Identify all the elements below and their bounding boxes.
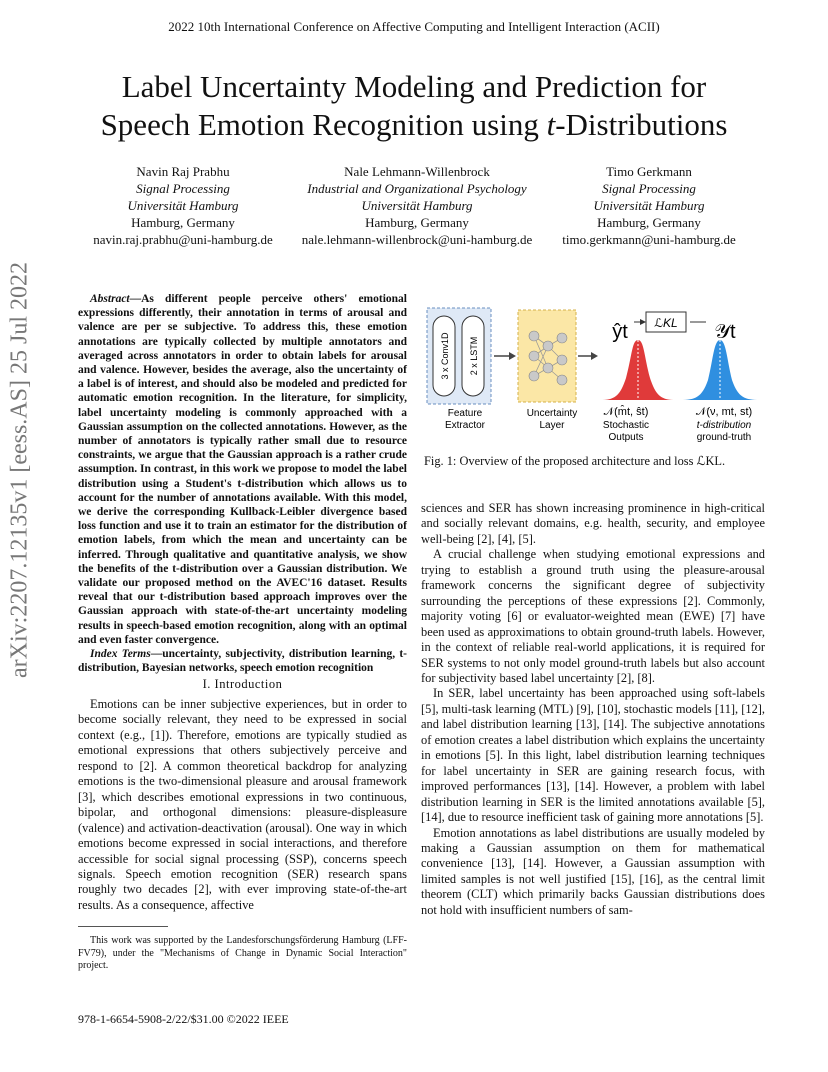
uncertainty-layer-label-1: Uncertainty xyxy=(526,408,578,419)
architecture-figure xyxy=(420,298,772,448)
lstm-label: 2 x LSTM xyxy=(469,336,479,376)
uncertainty-layer-label-2: Layer xyxy=(539,420,565,431)
author-affiliation: Signal Processing xyxy=(602,181,696,196)
paragraph: Emotion annotations as label distributions are usually modeled by making a Gaussian assumption on them for mathematical convenience [13], [14]. However, a Gaussian assumption with limited samples is not well justified [15], [16], as the central limit theorem (CLT) which primarily backs Gaussian distributions does not hold with insufficient numbers of sam- xyxy=(421,825,765,917)
title-line-2 xyxy=(30,106,798,144)
arrow-head xyxy=(509,352,516,360)
feature-extractor-label-2: Extractor xyxy=(444,420,486,431)
y-true-symbol: 𝒴t xyxy=(714,321,736,343)
stochastic-label-1: Stochastic xyxy=(602,420,650,431)
abstract-text: —As different people perceive others' emotional expressions differently, their annotation in terms of arousal and valence are per se subjective. To address this, these emotion annotations are typically collected by multiple annotators and averaged across annotators in order to obtain labels for arousal and valence. However, besides the average, also the uncertainty of a label is of interest, and should also be modeled and predicted for automatic emotion recognition. In the literature, for simplicity, label uncertainty modeling is commonly approached with a Gaussian assumption on the collected annotations. However, as the number of annotators is typically rather small due to resource constraints, we argue that the Gaussian approach is a rather crude assumption. In contrast, in this work we propose to model the label distribution using a Student's t-distribution which allows us to account for the number of annotations available. With this model, we derive the corresponding Kullback-Leibler divergence based loss function and use it to train an estimator for the distribution of emotion labels, from which the mean and uncertainty can be inferred. Through qualitative and quantitative analysis, we show the benefits of the t-distribution over a Gaussian distribution. We validate our proposed method on the AVEC'16 dataset. Results reveal that our t-distribution based approach improves over the Gaussian approach with state-of-the-art uncertainty modeling results in speech-based emotion recognition, along with an optimal and even faster convergence. xyxy=(78,293,407,646)
y-hat-symbol: ŷt xyxy=(612,321,628,343)
arrow-head xyxy=(640,319,646,325)
right-column-text xyxy=(421,501,765,918)
intro-text xyxy=(78,697,407,913)
author-affiliation: Signal Processing xyxy=(136,181,230,196)
conference-header: 2022 10th International Conference on Affective Computing and Intelligent Interaction (ACII) xyxy=(168,19,660,34)
arrow-head xyxy=(591,352,598,360)
paragraph: A crucial challenge when studying emotional expressions and trying to establish a ground truth using the pleasure-arousal framework concerns the significant degree of subjectivity surrounding the perceptions of these expressions [2]. Commonly, majority voting [6] or evaluator-weighted mean (EWE) [7] have been used as approximations to obtain ground-truth labels. However, in the context of reliable real-world applications, it is required for SER systems to not only model ground-truth labels but also account for subjectivity based label uncertainty [2], [8]. xyxy=(421,547,765,685)
abstract xyxy=(78,292,407,647)
paragraph: sciences and SER has shown increasing prominence in high-critical and socially relevant domains, e.g. health, security, and employee well-being [2], [4], [5]. xyxy=(421,501,765,546)
uncertainty-layer-box xyxy=(518,310,576,402)
author-location: Hamburg, Germany xyxy=(365,215,469,230)
paper-title xyxy=(30,68,798,144)
author-affiliation: Industrial and Organizational Psychology xyxy=(307,181,527,196)
figure-caption: Fig. 1: Overview of the proposed architecture and loss ℒKL. xyxy=(424,454,726,468)
author-email[interactable]: navin.raj.prabhu@uni-hamburg.de xyxy=(93,232,273,247)
arxiv-id[interactable]: arXiv:2207.12135v1 [eess.AS] 25 Jul 2022 xyxy=(6,262,33,678)
index-terms-label: Index Terms xyxy=(90,648,151,660)
footnote-rule xyxy=(78,926,168,927)
author-name: Navin Raj Prabhu xyxy=(136,164,230,179)
author-email[interactable]: nale.lehmann-willenbrock@uni-hamburg.de xyxy=(301,232,533,247)
tdist-label-2: ground-truth xyxy=(696,432,752,443)
author-email[interactable]: timo.gerkmann@uni-hamburg.de xyxy=(562,232,736,247)
feature-extractor-label-1: Feature xyxy=(447,408,483,419)
author-university: Universität Hamburg xyxy=(127,198,239,213)
author-university: Universität Hamburg xyxy=(593,198,705,213)
t-formula: 𝒩(ν, mt, st) xyxy=(695,406,753,418)
stochastic-label-2: Outputs xyxy=(608,432,644,443)
conv-label: 3 x Conv1D xyxy=(440,332,450,380)
paragraph: Emotions can be inner subjective experiences, but in order to become socially relevant, they need to be expressed in social context (e.g., [1]). Therefore, emotions are typically studied as emotional expressions that others subjectively perceive and respond to [2]. A common theoretical backdrop for analyzing emotions is the two-dimensional pleasure and arousal framework [3], which describes emotional expressions in two continuous, bipolar, and orthogonal dimensions: pleasure-displeasure (valence) and activation-deactivation (arousal). One way in which emotions become expressed in social interactions, and therefore accessible for social signal processing (SSP), concerns speech signals. Speech emotion recognition (SER) research spans roughly two decades [2], with ever improving state-of-the-art results. As a consequence, affective xyxy=(78,697,407,912)
index-terms xyxy=(78,647,407,675)
author-3 xyxy=(550,163,748,248)
copyright-notice: 978-1-6654-5908-2/22/$31.00 ©2022 IEEE xyxy=(78,1012,289,1026)
kl-label: ℒKL xyxy=(654,316,678,330)
author-name: Nale Lehmann-Willenbrock xyxy=(344,164,490,179)
paragraph: In SER, label uncertainty has been approached using soft-labels [5], multi-task learning (MTL) [9], [10], stochastic models [11], [12], and label distribution learning [13], [14]. The subjective annotations of emotion creates a label distribution which explains the uncertainty in emotions [5]. In this light, label distribution learning techniques for label uncertainty in SER are gaining research focus, with improved performances [13], [14]. However, a problem with label distribution learning in SER is the limited annotations available [5], [14], due to resource inefficient task of gaining more annotations [5]. xyxy=(421,686,765,825)
author-location: Hamburg, Germany xyxy=(131,215,235,230)
title-line-2-t: t xyxy=(546,107,556,142)
title-line-1: Label Uncertainty Modeling and Prediction for xyxy=(121,69,707,104)
author-name: Timo Gerkmann xyxy=(606,164,692,179)
index-terms-text: —uncertainty, subjectivity, distribution learning, t-distribution, Bayesian networks, speech emotion recognition xyxy=(78,648,407,675)
author-1 xyxy=(78,163,288,248)
section-heading: I. Introduction xyxy=(202,677,283,691)
normal-formula: 𝒩(m̂t, ŝt) xyxy=(603,406,649,418)
tdist-label-1: t-distribution xyxy=(696,420,752,431)
author-2 xyxy=(290,163,544,248)
author-university: Universität Hamburg xyxy=(361,198,473,213)
abstract-label: Abstract xyxy=(90,293,130,305)
author-location: Hamburg, Germany xyxy=(597,215,701,230)
footnote: This work was supported by the Landesforschungsförderung Hamburg (LFF-FV79), under the "Mechanisms of Change in Dynamic Social Interaction" project. xyxy=(78,935,407,971)
title-line-2-a: Speech Emotion Recognition using xyxy=(100,107,547,142)
title-line-2-c: -Distributions xyxy=(555,107,728,142)
